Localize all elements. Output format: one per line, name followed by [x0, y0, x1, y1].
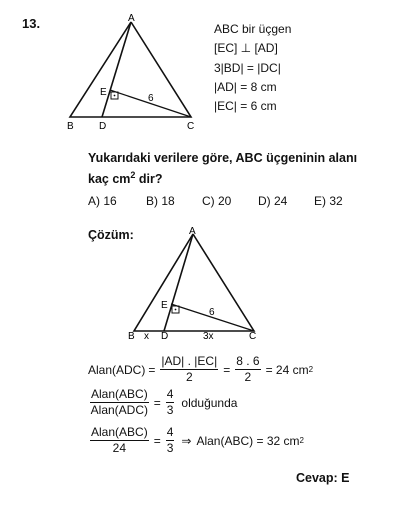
triangle-figure: [58, 12, 208, 132]
given-item: [EC] ⊥ [AD]: [214, 41, 278, 56]
line2-ratio: [166, 388, 175, 417]
solution-line-1: [88, 355, 313, 384]
label-x: x: [144, 331, 149, 342]
triangle-outline: [70, 22, 191, 117]
segment-ad: [102, 22, 131, 117]
question-line-2-suffix: dir?: [135, 172, 163, 187]
line3-fraction: [90, 426, 149, 455]
given-item: |AD| = 8 cm: [214, 79, 277, 94]
line2-fraction: [90, 388, 149, 417]
label-ec-length: 6: [148, 93, 154, 104]
line1-eq2: =: [223, 362, 231, 377]
option-a[interactable]: A) 16: [88, 194, 117, 208]
label-d: D: [99, 121, 107, 132]
question-line-2: [88, 167, 357, 188]
option-d[interactable]: D) 24: [258, 194, 288, 208]
question-number: 13.: [22, 16, 41, 31]
line1-fraction-2: [235, 355, 260, 384]
label-c: C: [187, 121, 195, 132]
option-b[interactable]: B) 18: [146, 194, 175, 208]
line3-eq: =: [153, 433, 161, 448]
given-list: [214, 20, 291, 116]
line3-tail-sup: 2: [299, 436, 304, 445]
option-e[interactable]: E) 32: [314, 194, 343, 208]
label-e: E: [161, 300, 168, 311]
label-ec-length: 6: [209, 307, 215, 318]
line2-den: Alan(ADC): [90, 403, 149, 417]
line1-eq1: =: [148, 362, 156, 377]
label-b: B: [67, 121, 74, 132]
solution-heading: Çözüm:: [88, 228, 134, 242]
answer-label: Cevap: E: [296, 471, 350, 485]
question-line-1: Yukarıdaki verilere göre, ABC üçgeninin alanı: [88, 151, 358, 165]
line1-den2: 2: [244, 370, 252, 384]
question-text: [88, 150, 357, 188]
solution-triangle-figure: [120, 226, 270, 346]
line2-rden: 3: [166, 403, 174, 417]
line3-rden: 3: [166, 441, 174, 455]
segment-ad: [164, 234, 193, 331]
line1-tail: = 24 cm: [265, 362, 309, 377]
question-line-2-sup: 2: [130, 170, 136, 180]
line3-ratio: [166, 426, 175, 455]
line1-lhs: Alan(ADC): [88, 362, 146, 377]
line1-fraction-1: [160, 355, 218, 384]
line2-num: Alan(ABC): [91, 387, 148, 401]
question-line-2-prefix: kaç cm: [88, 172, 131, 187]
given-item: 3|BD| = |DC|: [214, 60, 281, 75]
label-c: C: [249, 331, 257, 342]
label-d: D: [161, 331, 169, 342]
label-a: A: [189, 226, 196, 237]
line1-num2: 8 . 6: [236, 354, 260, 368]
line1-den1: 2: [185, 370, 193, 384]
line2-rnum: 4: [166, 387, 174, 401]
implies-arrow-icon: ⇒: [181, 433, 192, 448]
given-item: |EC| = 6 cm: [214, 99, 277, 114]
line1-tail-sup: 2: [308, 365, 314, 374]
line3-num: Alan(ABC): [91, 425, 148, 439]
given-item: ABC bir üçgen: [214, 22, 292, 36]
line1-num1: |AD| . |EC|: [161, 354, 218, 368]
line3-den: 24: [112, 441, 127, 455]
label-e: E: [100, 87, 107, 98]
label-b: B: [128, 331, 135, 342]
label-a: A: [128, 13, 135, 24]
line3-rnum: 4: [166, 425, 174, 439]
label-3x: 3x: [203, 331, 214, 342]
line2-eq: =: [153, 395, 161, 410]
option-c[interactable]: C) 20: [202, 194, 232, 208]
line3-tail: Alan(ABC) = 32 cm: [196, 433, 300, 448]
triangle-outline: [134, 234, 254, 331]
solution-line-2: [88, 388, 237, 417]
line2-tail: olduğunda: [181, 395, 238, 410]
solution-line-3: [88, 426, 304, 455]
